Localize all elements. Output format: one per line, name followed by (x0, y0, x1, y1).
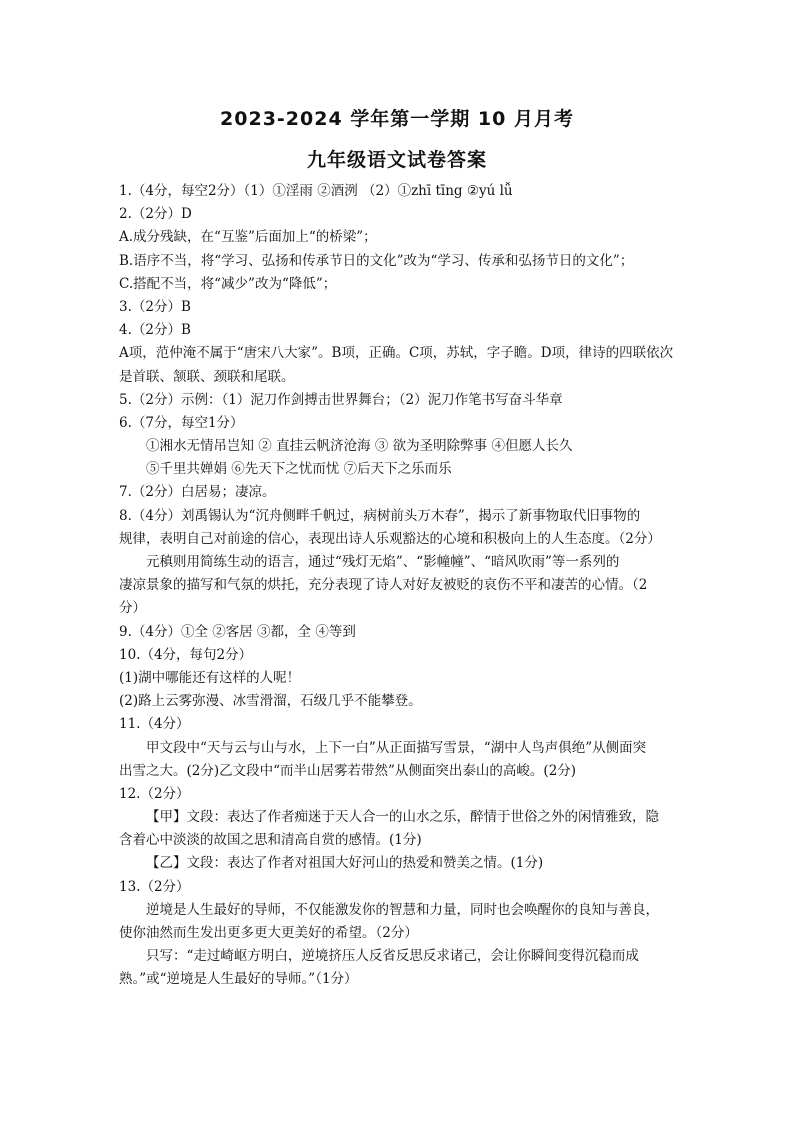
answer-line: 【乙】文段：表达了作者对祖国大好河山的热爱和赞美之情。(1分) (146, 855, 544, 872)
answer-line: 7.（2分）白居易；凄凉。 (119, 484, 276, 501)
answer-line: C.搭配不当，将“减少”改为“降低”； (119, 275, 337, 292)
answer-line: 只写：“走过崎岖方明白，逆境挤压人反省反思反求诸己，会让你瞬间变得沉稳而成 (146, 948, 639, 965)
answer-line: 5.（2分）示例：（1）泥刀作剑搏击世界舞台；（2）泥刀作笔书写奋斗华章 (119, 391, 563, 408)
answer-line: 是首联、颔联、颈联和尾联。 (119, 368, 295, 385)
answer-line: (1)湖中哪能还有这样的人呢！ (119, 669, 301, 686)
answer-line: 12.（2分） (119, 785, 190, 802)
answer-line: 含着心中淡淡的故国之思和清高自赏的感情。(1分) (119, 832, 422, 849)
answer-line: 甲文段中“天与云与山与水，上下一白”从正面描写雪景，“湖中人鸟声俱绝”从侧面突 (146, 739, 647, 756)
answer-body (119, 180, 679, 992)
answer-line: 熟。”或“逆境是人生最好的导师。”（1分） (119, 971, 358, 988)
answer-line: 10.（4分，每句2分） (119, 646, 253, 663)
exam-subtitle: 九年级语文试卷答案 (306, 149, 487, 171)
answer-line: 分） (119, 600, 146, 617)
answer-line: 8.（4分）刘禹锡认为“沉舟侧畔千帆过，病树前头万木春”，揭示了新事物取代旧事物的 (119, 507, 641, 524)
answer-line: 元稹则用简练生动的语言，通过“残灯无焰”、“影幢幢”、“暗风吹雨”等一系列的 (146, 554, 620, 570)
answer-line: 凄凉景象的描写和气氛的烘托，充分表现了诗人对好友被贬的哀伤不平和凄苦的心情。（2 (119, 577, 648, 594)
answer-line: 6.（7分，每空1分） (119, 414, 244, 431)
answer-line: ⑤千里共婵娟 ⑥先天下之忧而忧 ⑦后天下之乐而乐 (146, 461, 452, 478)
answer-line: (2)路上云雾弥漫、冰雪滑溜，石级几乎不能攀登。 (119, 693, 422, 710)
answer-line: 9.（4分）①全 ②客居 ③都，全 ④等到 (119, 623, 356, 640)
answer-line: 11.（4分） (119, 716, 190, 733)
answer-line: 13.（2分） (119, 878, 190, 895)
answer-line: 【甲】文段：表达了作者痴迷于天人合一的山水之乐，醉情于世俗之外的闲情雅致，隐 (146, 809, 659, 826)
exam-title: 2023-2024 学年第一学期 10 月月考 (220, 108, 574, 130)
answer-line: A项，范仲淹不属于“唐宋八大家”。B项，正确。C项，苏轼，字子瞻。D项，律诗的四联依次 (119, 345, 674, 362)
answer-line: ①湘水无情吊岂知 ② 直挂云帆济沧海 ③ 欲为圣明除弊事 ④但愿人长久 (146, 438, 573, 455)
answer-line: 规律，表明自己对前途的信心，表现出诗人乐观豁达的心境和积极向上的人生态度。（2分） (119, 530, 661, 547)
answer-line: 2.（2分）D (119, 206, 192, 223)
answer-line: B.语序不当，将“学习、弘扬和传承节日的文化”改为“学习、传承和弘扬节日的文化”； (119, 252, 634, 269)
answer-line: A.成分残缺，在“互鉴”后面加上“的桥梁”； (119, 229, 377, 246)
answer-line: 使你油然而生发出更多更大更美好的希望。（2分） (119, 925, 418, 941)
answer-line: 逆境是人生最好的导师，不仅能激发你的智慧和力量，同时也会唤醒你的良知与善良， (146, 901, 659, 918)
answer-line: 出雪之大。(2分)乙文段中“而半山居雾若带然”从侧面突出泰山的高峻。(2分) (119, 762, 577, 779)
answer-line: 3.（2分）B (119, 298, 191, 315)
answer-line: 1.（4分，每空2分）（1）①淫雨 ②酒洌 （2）①zhī tīng ②yú lǚ (119, 183, 513, 199)
answer-line: 4.（2分）B (119, 322, 191, 339)
